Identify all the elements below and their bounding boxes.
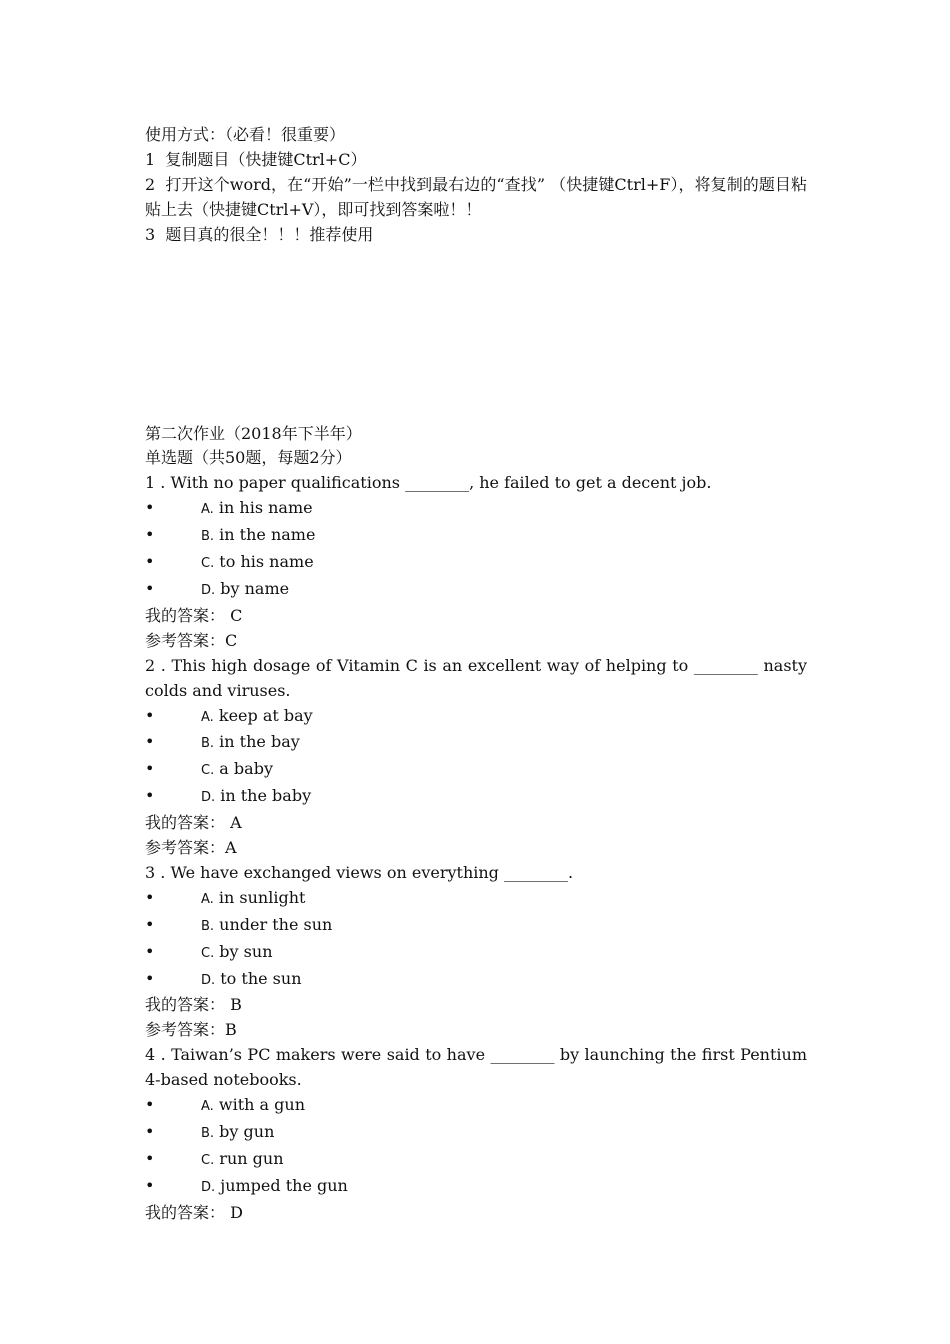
option-item xyxy=(145,1174,807,1201)
bullet-icon: • xyxy=(145,914,155,934)
my-answer-value: B xyxy=(230,995,242,1015)
option-text: to the sun xyxy=(215,968,302,988)
option-text: with a gun xyxy=(213,1095,305,1115)
option-text: a baby xyxy=(214,759,273,779)
option-item xyxy=(145,913,807,940)
bullet-icon: • xyxy=(145,887,155,907)
option-text: by name xyxy=(215,578,290,598)
my-answer-value: A xyxy=(230,813,242,833)
option-letter: D. xyxy=(201,972,216,988)
option-letter: B. xyxy=(201,736,215,752)
reference-answer xyxy=(145,1018,807,1043)
option-text: in his name xyxy=(213,498,313,518)
document-page xyxy=(145,123,813,1226)
question-block xyxy=(145,861,807,1043)
option-item xyxy=(145,1093,807,1120)
option-list xyxy=(145,886,807,994)
instruction-line-1: 1 复制题目（快捷键Ctrl+C） xyxy=(145,149,367,169)
my-answer-label: 我的答案： xyxy=(145,1202,231,1222)
option-item xyxy=(145,967,807,994)
my-answer-label: 我的答案： xyxy=(145,605,231,625)
section-subtitle: 单选题（共50题，每题2分） xyxy=(145,448,352,468)
option-text: to his name xyxy=(214,552,314,572)
option-letter: C. xyxy=(201,556,215,572)
bullet-icon: • xyxy=(145,498,155,518)
reference-answer-value: A xyxy=(225,838,237,858)
option-letter: D. xyxy=(201,790,216,806)
option-item xyxy=(145,704,807,731)
instruction-line-3: 3 题目真的很全！！！推荐使用 xyxy=(145,224,374,244)
my-answer-label: 我的答案： xyxy=(145,995,231,1015)
option-text: keep at bay xyxy=(213,705,313,725)
option-item xyxy=(145,577,807,604)
reference-answer-value: C xyxy=(225,630,238,650)
option-letter: A. xyxy=(201,502,214,518)
question-text: 1 . With no paper qualifications ________, he failed to get a decent job. xyxy=(145,473,712,493)
option-letter: A. xyxy=(201,1099,214,1115)
question-block xyxy=(145,471,807,653)
bullet-icon: • xyxy=(145,1122,155,1141)
bullet-icon: • xyxy=(145,525,155,545)
option-item xyxy=(145,886,807,913)
option-letter: C. xyxy=(201,1152,215,1168)
reference-answer xyxy=(145,629,807,654)
bullet-icon: • xyxy=(145,1095,155,1115)
option-text: in the baby xyxy=(215,786,312,806)
option-text: by gun xyxy=(214,1122,275,1141)
option-text: run gun xyxy=(214,1148,284,1168)
option-text: in the bay xyxy=(214,732,300,752)
option-letter: D. xyxy=(201,582,216,598)
instructions-heading: 使用方式：（必看！很重要） xyxy=(145,125,346,144)
my-answer xyxy=(145,993,807,1018)
option-letter: C. xyxy=(201,763,215,779)
option-list xyxy=(145,1093,807,1201)
bullet-icon: • xyxy=(145,1148,155,1168)
option-letter: C. xyxy=(201,945,215,961)
my-answer xyxy=(145,811,807,836)
option-text: in the name xyxy=(214,525,316,545)
bullet-icon: • xyxy=(145,552,155,572)
bullet-icon: • xyxy=(145,786,155,806)
question-block xyxy=(145,1043,813,1225)
option-text: by sun xyxy=(214,941,273,961)
bullet-icon: • xyxy=(145,578,155,598)
bullet-icon: • xyxy=(145,759,155,779)
my-answer xyxy=(145,604,807,629)
option-letter: D. xyxy=(201,1179,216,1195)
section-title: 第二次作业（2018年下半年） xyxy=(145,423,362,443)
option-item xyxy=(145,784,807,811)
option-item xyxy=(145,496,807,523)
option-item xyxy=(145,730,807,757)
bullet-icon: • xyxy=(145,968,155,988)
reference-answer xyxy=(145,836,807,861)
option-list xyxy=(145,704,807,812)
option-item xyxy=(145,1120,807,1147)
option-item xyxy=(145,523,807,550)
option-text: in sunlight xyxy=(213,887,306,907)
my-answer xyxy=(145,1201,807,1226)
option-letter: A. xyxy=(201,891,214,907)
option-letter: B. xyxy=(201,918,215,934)
reference-answer-label: 参考答案： xyxy=(145,838,226,858)
reference-answer-value: B xyxy=(225,1020,237,1040)
my-answer-label: 我的答案： xyxy=(145,813,231,833)
option-letter: A. xyxy=(201,709,214,725)
bullet-icon: • xyxy=(145,732,155,752)
question-text: 3 . We have exchanged views on everything ________. xyxy=(145,862,574,882)
option-item xyxy=(145,757,807,784)
option-item xyxy=(145,1147,807,1174)
reference-answer-label: 参考答案： xyxy=(145,630,226,650)
reference-answer-label: 参考答案： xyxy=(145,1020,226,1040)
option-text: jumped the gun xyxy=(215,1175,348,1195)
option-list xyxy=(145,496,807,604)
question-block xyxy=(145,654,813,861)
option-item xyxy=(145,940,807,967)
question-text: 4 . Taiwan’s PC makers were said to have ________ by launching the first Pentium 4-based notebooks. xyxy=(145,1045,813,1090)
option-item xyxy=(145,550,807,577)
bullet-icon: • xyxy=(145,705,155,725)
bullet-icon: • xyxy=(145,1175,155,1195)
option-letter: B. xyxy=(201,1126,215,1141)
option-text: under the sun xyxy=(214,914,333,934)
question-text: 2 . This high dosage of Vitamin C is an excellent way of helping to ________ nasty colds and viruses. xyxy=(145,655,813,700)
blank-space xyxy=(145,248,807,422)
option-letter: B. xyxy=(201,529,215,545)
bullet-icon: • xyxy=(145,941,155,961)
instruction-line-2: 2 打开这个word，在“开始”一栏中找到最右边的“查找” （快捷键Ctrl+F），将复制的题目粘贴上去（快捷键Ctrl+V），即可找到答案啦！！ xyxy=(145,174,807,219)
my-answer-value: C xyxy=(230,605,243,625)
my-answer-value: D xyxy=(230,1202,243,1222)
